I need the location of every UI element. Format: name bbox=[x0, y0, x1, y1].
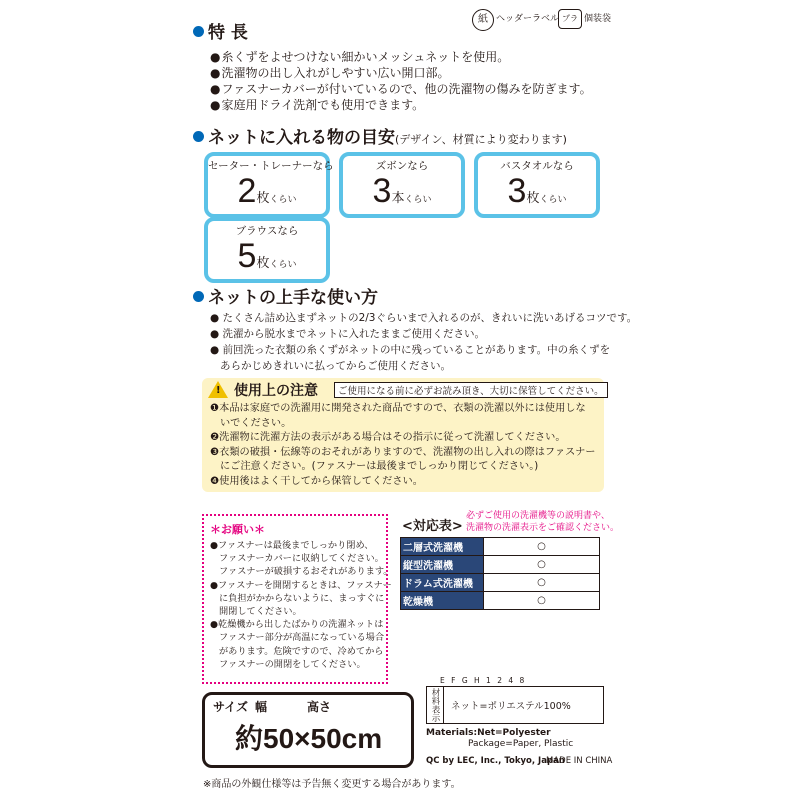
bullet-dot-icon bbox=[193, 26, 204, 37]
table-cell-mark: ○ bbox=[484, 574, 600, 592]
card-number: 3 bbox=[507, 172, 527, 210]
features-heading bbox=[193, 23, 248, 43]
size-height-label: 高さ bbox=[307, 700, 332, 714]
usage-item-text: たくさん詰め込まずネットの2/3ぐらいまで入れるのが、きれいに洗いあげるコツです。 bbox=[222, 312, 638, 324]
materials-en-line: Materials:Net=Polyester bbox=[426, 728, 551, 738]
table-row bbox=[401, 556, 600, 574]
compat-note-line: 洗濯物の洗濯表示をご確認ください。 bbox=[466, 523, 620, 533]
guide-card bbox=[339, 152, 465, 218]
caution-line: ❹使用後はよく干してから保管してください。 bbox=[210, 475, 423, 487]
size-value: 約50×50cm bbox=[235, 723, 383, 754]
origin-text: MADE IN CHINA bbox=[546, 756, 613, 766]
card-label: ズボンなら bbox=[375, 160, 429, 172]
caution-title: 使用上の注意 bbox=[234, 383, 318, 399]
table-cell-name: 乾燥機 bbox=[401, 592, 484, 610]
feature-item: ● 家庭用ドライ洗剤でも使用できます。 bbox=[210, 97, 592, 113]
card-number: 5 bbox=[237, 237, 257, 275]
card-label: バスタオルなら bbox=[500, 160, 574, 172]
table-row bbox=[401, 538, 600, 556]
material-value: ネット=ポリエステル100% bbox=[451, 701, 571, 712]
card-kurai: くらい bbox=[539, 195, 567, 205]
material-box bbox=[426, 686, 604, 724]
card-number: 2 bbox=[237, 172, 257, 210]
bullet-dot-icon bbox=[193, 131, 204, 142]
company-name: QC by LEC, Inc., Tokyo, Japan bbox=[426, 756, 565, 766]
request-line: ●ファスナーを開閉するときは、ファスナー bbox=[210, 579, 392, 591]
guide-card bbox=[204, 217, 330, 283]
card-unit: 枚 bbox=[256, 256, 270, 271]
table-cell-name: ドラム式洗濯機 bbox=[401, 574, 484, 592]
materials-en-line: Package=Paper, Plastic bbox=[468, 739, 574, 749]
caution-note: ご使用になる前に必ずお読み頂き、大切に保管してください。 bbox=[334, 382, 608, 398]
size-width-label: 幅 bbox=[255, 700, 268, 714]
caution-lines bbox=[210, 402, 595, 489]
table-cell-name: 縦型洗濯機 bbox=[401, 556, 484, 574]
table-cell-mark: ○ bbox=[484, 556, 600, 574]
size-label: サイズ bbox=[213, 700, 249, 714]
request-title: ＊お願い＊ bbox=[210, 523, 265, 536]
caution-line: ❶本品は家庭での洗濯用に開発された商品ですので、衣類の洗濯以外には使用しな bbox=[210, 403, 586, 414]
paper-recycle-icon: 紙 bbox=[472, 9, 494, 31]
caution-line: ❷洗濯物に洗濯方法の表示がある場合はその指示に従って洗濯してください。 bbox=[210, 432, 566, 443]
materials-en bbox=[426, 728, 573, 750]
guide-card bbox=[474, 152, 600, 218]
caution-line: いでください。 bbox=[220, 417, 292, 429]
usage-item-text: 前回洗った衣類の糸くずがネットの中に残っていることがあります。中の糸くずを bbox=[222, 344, 611, 356]
header-label-text: ヘッダーラベル bbox=[496, 14, 560, 24]
table-row bbox=[401, 592, 600, 610]
usage-item: ● 前回洗った衣類の糸くずがネットの中に残っていることがあります。中の糸くずを bbox=[210, 344, 611, 356]
card-kurai: くらい bbox=[404, 195, 432, 205]
request-lines bbox=[210, 539, 393, 671]
guide-title: ネットに入れる物の目安 bbox=[208, 128, 395, 148]
usage-item bbox=[210, 358, 637, 374]
card-unit: 枚 bbox=[526, 191, 540, 206]
bullet-dot-icon bbox=[193, 291, 204, 302]
usage-item-text: 洗濯から脱水までネットに入れたままご使用ください。 bbox=[222, 328, 485, 340]
size-box bbox=[202, 692, 414, 768]
request-line: ファスナー部分が高温になっている場合 bbox=[219, 632, 385, 644]
bag-label-text: 個装袋 bbox=[584, 14, 612, 24]
compat-title: <対応表> bbox=[402, 519, 463, 534]
feature-item: ● 糸くずをよせつけない細かいメッシュネットを使用。 bbox=[210, 49, 592, 65]
card-label: ブラウスなら bbox=[235, 225, 299, 237]
caution-line: にご注意ください。(ファスナーは最後までしっかり閉じてください。) bbox=[220, 461, 539, 472]
feature-item: ● ファスナーカバーが付いているので、他の洗濯物の傷みを防ぎます。 bbox=[210, 81, 592, 97]
request-line: ●ファスナーは最後までしっかり閉め、 bbox=[210, 540, 374, 551]
guide-card bbox=[204, 152, 334, 218]
caution-line: ❸衣類の破損・伝線等のおそれがありますので、洗濯物の出し入れの際はファスナー bbox=[210, 446, 596, 458]
card-label: セーター・トレーナーなら bbox=[208, 160, 334, 172]
table-cell-mark: ○ bbox=[484, 538, 600, 556]
caution-box bbox=[202, 378, 604, 492]
features-title: 特 長 bbox=[208, 23, 248, 43]
request-box bbox=[202, 514, 393, 684]
table-row bbox=[401, 574, 600, 592]
usage-item: ● たくさん詰め込まずネットの2/3ぐらいまで入れるのが、きれいに洗いあげるコツです。 bbox=[210, 312, 638, 324]
request-line: 開閉してください。 bbox=[219, 606, 302, 618]
usage-item: ● 洗濯から脱水までネットに入れたままご使用ください。 bbox=[210, 328, 485, 340]
guide-heading bbox=[193, 128, 567, 150]
request-line: ファスナーが破損するおそれがあります。 bbox=[219, 566, 393, 578]
request-line: に負担がかからないように、まっすぐに bbox=[219, 592, 385, 604]
usage-heading bbox=[193, 288, 378, 308]
request-line: ●乾燥機から出したばかりの洗濯ネットは bbox=[210, 619, 384, 631]
card-kurai: くらい bbox=[269, 260, 297, 270]
card-unit: 枚 bbox=[256, 191, 270, 206]
usage-item-text: あらかじめきれいに払ってからご使用ください。 bbox=[220, 360, 451, 372]
product-code: E F G H 1 2 4 8 bbox=[440, 676, 527, 685]
request-line: があります。危険ですので、冷めてから bbox=[219, 645, 384, 657]
card-number: 3 bbox=[372, 172, 392, 210]
plastic-recycle-icon: プラ bbox=[558, 9, 582, 29]
guide-note: (デザイン、材質により変わります) bbox=[395, 133, 567, 146]
usage-title: ネットの上手な使い方 bbox=[208, 288, 378, 308]
card-kurai: くらい bbox=[269, 195, 297, 205]
table-cell-mark: ○ bbox=[484, 592, 600, 610]
material-label: 材料表示 bbox=[427, 687, 444, 723]
feature-item: ● 洗濯物の出し入れがしやすい広い開口部。 bbox=[210, 65, 592, 81]
request-line: ファスナーカバーに収納してください。 bbox=[219, 553, 384, 565]
compat-note-line: 必ずご使用の洗濯機等の説明書や、 bbox=[466, 511, 610, 521]
features-list bbox=[210, 49, 592, 113]
usage-list bbox=[210, 310, 637, 374]
table-cell-name: 二層式洗濯機 bbox=[401, 538, 484, 556]
card-unit: 本 bbox=[391, 191, 405, 206]
compat-table bbox=[400, 537, 600, 610]
warning-mark: ! bbox=[216, 385, 221, 396]
request-line: ファスナーの開閉をしてください。 bbox=[219, 658, 366, 670]
compat-note bbox=[466, 510, 619, 534]
footer-note: ※商品の外観仕様等は予告無く変更する場合があります。 bbox=[203, 779, 461, 790]
